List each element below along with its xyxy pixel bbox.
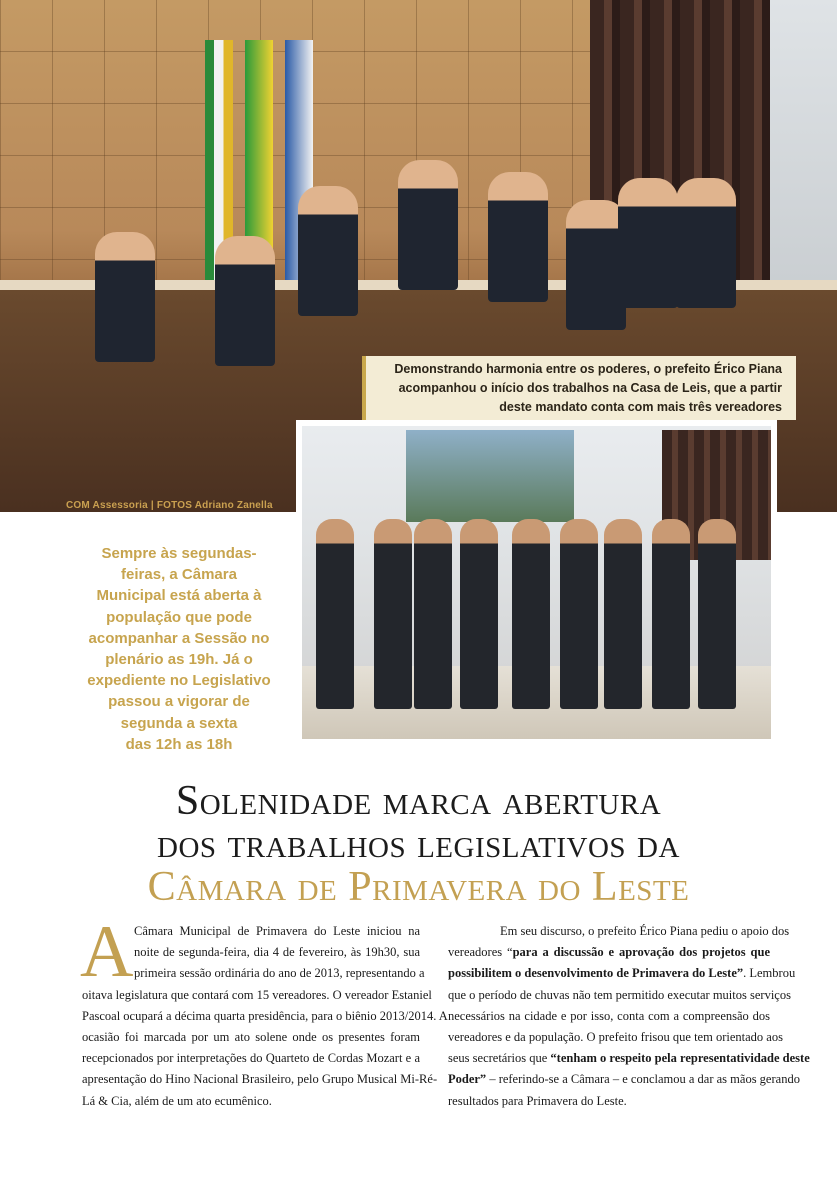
article-column-right [448, 921, 810, 1112]
pull-quote-line: passou a vigorar de [108, 693, 250, 711]
article-line [448, 1048, 810, 1069]
quote-text: Poder” [448, 1072, 487, 1087]
article-line: ocasião foi marcada por um ato solene onde os presentes foram [82, 1030, 420, 1045]
article-column-left [82, 921, 448, 1112]
caption-line: Demonstrando harmonia entre os poderes, o prefeito Érico Piana [394, 361, 782, 376]
person [676, 178, 736, 308]
quote-text: possibilitem o desenvolvimento de Primavera do Leste” [448, 966, 744, 981]
article-line: Lá & Cia, além de um ato ecumênico. [82, 1093, 272, 1108]
pull-quote-line: das 12h as 18h [125, 735, 233, 753]
photo-credit: COM Assessoria | FOTOS Adriano Zanella [66, 500, 273, 511]
caption-line: acompanhou o início dos trabalhos na Casa de Leis, que a partir [398, 380, 782, 395]
text-run: vereadores e da população. O prefeito frisou que tem orientado aos [448, 1030, 783, 1045]
person [512, 519, 550, 709]
person [95, 232, 155, 362]
article-line: oitava legislatura que contará com 15 vereadores. O vereador Estaniel [82, 987, 432, 1002]
text-run: que o período de chuvas não tem permitido executar muitos serviços [448, 987, 791, 1002]
group-photo [302, 426, 771, 739]
pull-quote-line: população que pode [106, 608, 252, 626]
pull-quote-line: feiras, a Câmara [121, 566, 237, 584]
article-line: primeira sessão ordinária do ano de 2013, representando a [134, 966, 425, 981]
article-line: noite de segunda-feira, dia 4 de fevereiro, às 19h30, sua [134, 945, 420, 960]
article-line: Pascoal ocupará a décima quarta presidência, para o biênio 2013/2014. A [82, 1008, 448, 1023]
text-run: Em seu discurso, o prefeito Érico Piana pediu o apoio dos [500, 924, 790, 938]
article-line: recepcionados por interpretações do Quarteto de Cordas Mozart e a [82, 1051, 420, 1066]
pull-quote [68, 543, 290, 755]
article-line [448, 985, 791, 1006]
caption-line: deste mandato conta com mais três vereadores [499, 399, 782, 414]
person [560, 519, 598, 709]
pull-quote-line: Sempre às segundas- [101, 545, 257, 562]
person [316, 519, 354, 709]
person [215, 236, 275, 366]
pull-quote-line: segunda a sexta [120, 714, 238, 732]
person [374, 519, 412, 709]
person [604, 519, 642, 709]
person [298, 186, 358, 316]
person [460, 519, 498, 709]
article-line [448, 942, 770, 963]
person [398, 160, 458, 290]
text-run: . Lembrou [743, 966, 796, 981]
pull-quote-line: Municipal está aberta à [96, 587, 262, 605]
article-line [448, 1027, 783, 1048]
headline-line: dos trabalhos legislativos da [157, 821, 680, 867]
pull-quote-line: plenário as 19h. Já o [105, 651, 253, 669]
article-line [448, 1069, 800, 1090]
person [566, 200, 626, 330]
drop-cap: A [80, 911, 134, 993]
pull-quote-line: acompanhar a Sessão no [88, 629, 270, 647]
article-line [448, 1006, 770, 1027]
article-line [448, 921, 790, 942]
text-run: – referindo-se a Câmara – e conclamou a dar as mãos gerando [486, 1072, 800, 1087]
person [618, 178, 678, 308]
photo-caption [362, 356, 796, 420]
article-line: Câmara Municipal de Primavera do Leste iniciou na [134, 924, 420, 938]
text-run: seus secretários que [448, 1051, 551, 1066]
person [488, 172, 548, 302]
article-line [448, 963, 796, 984]
article-headline [0, 780, 837, 909]
person [652, 519, 690, 709]
person [698, 519, 736, 709]
quote-text: “tenham o respeito pela representatividade deste [550, 1051, 810, 1066]
person [414, 519, 452, 709]
article-line: apresentação do Hino Nacional Brasileiro, pelo Grupo Musical Mi-Ré- [82, 1072, 438, 1087]
pull-quote-line: expediente no Legislativo [87, 672, 271, 690]
headline-line-highlight: Câmara de Primavera do Leste [147, 864, 690, 910]
quote-text: para a discussão e aprovação dos projetos que [512, 945, 770, 960]
article-line [448, 1091, 770, 1112]
headline-line: Solenidade marca abertura [175, 778, 662, 824]
text-run: vereadores “ [448, 945, 513, 960]
city-window [406, 430, 574, 522]
text-run: resultados para Primavera do Leste. [448, 1093, 627, 1108]
text-run: necessários na cidade e por isso, conta com a compreensão dos [448, 1008, 770, 1023]
